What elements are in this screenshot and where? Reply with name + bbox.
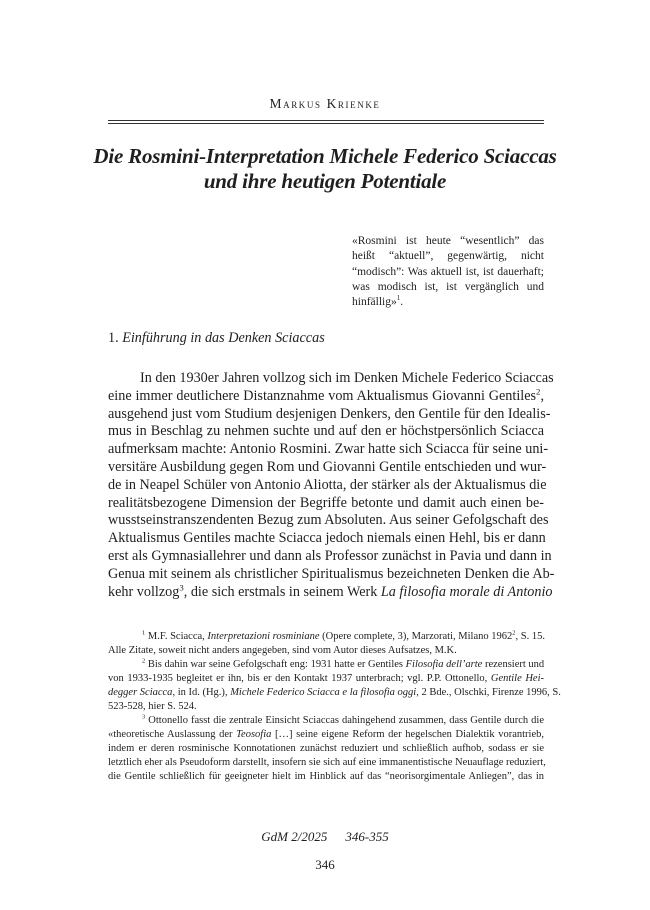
footnote-italic: Gentile Hei- (490, 673, 545, 684)
footnote-number: 2 (142, 657, 146, 665)
section-title: Einführung in das Denken Sciaccas (122, 330, 325, 346)
epigraph: «Rosmini ist heute “wesentlich” das heißt “aktuell”, gegenwärtig, nicht “modisch”: Was aktuell ist, ist dauerhaft; was modisch ist, ist vergänglich und hinfällig»$^1$. (352, 235, 544, 309)
page-number: 346 (315, 857, 335, 872)
footnote-2-line (108, 672, 544, 686)
footnote-italic: Teosofia (236, 729, 272, 740)
footnote-text: , S. 15. (515, 631, 545, 642)
footnotes (108, 629, 561, 784)
footnote-number: 3 (142, 713, 146, 721)
footnote-text: (Opere complete, 3), Marzorati, Milano 1962 (319, 631, 513, 642)
body-line-text: kehr vollzog (108, 583, 180, 600)
journal-citation (0, 829, 650, 845)
body-line (108, 581, 553, 602)
footnote-ref-1[interactable]: 1 (396, 294, 401, 303)
footnote-italic: Interpretazioni rosminiane (207, 631, 320, 642)
body-line (108, 388, 544, 406)
section-heading (108, 330, 325, 347)
footnote-text: […] seine eigene Reform der hegelschen Dialektik vorantrieb, (271, 729, 544, 740)
body-line: de in Neapel Schüler von Antonio Aliotta, der stärker als der Aktualismus die (108, 476, 547, 493)
section-number: 1. (108, 330, 119, 346)
footnote-3-line: indem er deren rosminische Konnotationen zunächst reduziert und schließlich aufhob, sodass er sie (108, 743, 544, 754)
footnote-text: M.F. Sciacca, (147, 631, 208, 642)
header-rule-bottom (108, 123, 544, 124)
footnote-italic: Filosofia dell’arte (405, 659, 483, 670)
body-line: ausgehend just vom Studium desjenigen Denkers, den Gentile für den Idealis- (108, 405, 551, 422)
footnote-text: rezensiert und (482, 659, 545, 670)
footnote-2-line (108, 686, 561, 700)
journal-pages: 346-355 (345, 829, 389, 844)
title-line-2: und ihre heutigen Potentiale (203, 169, 447, 193)
header-rule-top (108, 120, 544, 121)
journal-issue: GdM 2/2025 (261, 829, 328, 844)
footnote-italic: degger Sciacca (108, 687, 173, 698)
body-line: Aktualismus Gentiles machte Sciacca jedoch niemals einen Hehl, bis er dann (108, 530, 546, 547)
footnote-number: 1 (142, 629, 146, 637)
footnote-2 (108, 658, 544, 672)
article-title (80, 144, 570, 194)
footnote-ref-2[interactable]: 2 (536, 386, 541, 397)
body-line-text: eine immer deutlichere Distanznahme vom Aktualismus Giovanni Gentiles (108, 387, 537, 404)
footnote-3-line (108, 728, 544, 742)
footnote-text: von 1933-1935 begleitet er ihn, bis er den Kontakt 1937 unterbrach; vgl. P.P. Ottonello, (108, 673, 491, 684)
footnote-1-line: Alle Zitate, soweit nicht anders angegeben, sind vom Autor dieses Aufsatzes, M.K. (108, 645, 457, 656)
work-title: La filosofia morale di Antonio (380, 583, 553, 600)
footnote-ref-3[interactable]: 3 (179, 581, 184, 592)
footnote-3-line: die Gentile schließlich für geeigneter hielt im Hinblick auf das “neorisorgimentale Anliegen”, das in (108, 771, 544, 782)
footnote-text: , 2 Bde., Olschki, Firenze 1996, S. (416, 687, 561, 698)
body-line: Genua mit seinem als christlicher Spiritualismus bezeichneten Denken die Ab- (108, 565, 555, 582)
footnote-2-line: 523-528, hier S. 524. (108, 701, 197, 712)
epigraph-text: «Rosmini ist heute “wesentlich” das heißt “aktuell”, gegenwärtig, nicht “modisch”: Was aktuell ist, ist dauerhaft; was modisch ist, ist vergänglich und hinfällig» (352, 235, 544, 309)
footnote-text: Bis dahin war seine Gefolgschaft eng: 1931 hatte er Gentiles (147, 659, 406, 670)
footnote-1 (108, 630, 544, 644)
edition-superscript: 2 (512, 629, 516, 637)
body-line-text: , (540, 387, 544, 404)
footnote-text: , in Id. (Hg.), (172, 687, 231, 698)
footnote-3-line: letztlich eher als Pseudoform darstellt, insofern sie sich auf eine immanentistische Neuauflage reduziert, (108, 757, 546, 768)
body-line: aufmerksam machte: Antonio Rosmini. Zwar hatte sich Sciacca für seine uni- (108, 441, 549, 458)
body-line: In den 1930er Jahren vollzog sich im Denken Michele Federico Sciaccas (140, 370, 554, 386)
body-text (108, 370, 555, 601)
footnote-italic: Michele Federico Sciacca e la filosofia oggi (230, 687, 417, 698)
running-head: Markus Krienke (269, 96, 381, 111)
title-line-1: Die Rosmini-Interpretation Michele Federico Sciaccas (93, 144, 557, 168)
body-line: versitäre Ausbildung gegen Rom und Giovanni Gentile entschieden und wur- (108, 458, 547, 475)
footnote-3 (108, 714, 544, 728)
body-line: mus in Beschlag zu nehmen suchte und auf den er höchstpersönlich Sciacca (108, 423, 544, 440)
body-line: realitätsbezogene Dimension der Begriffe betonte und damit auch einen be- (108, 494, 544, 511)
footnote-text: Ottonello fasst die zentrale Einsicht Sciaccas dahingehend zusammen, dass Gentile durch die (148, 715, 544, 726)
body-line-text: , die sich erstmals in seinem Werk (183, 583, 381, 600)
body-line: erst als Gymnasiallehrer und dann als Professor zunächst in Pavia und dann in (108, 547, 552, 564)
footnote-text: «theoretische Auslassung der (108, 729, 237, 740)
body-line: wusstseinstranszendenten Bezug zum Absoluten. Aus seiner Gefolgschaft des (108, 512, 549, 529)
